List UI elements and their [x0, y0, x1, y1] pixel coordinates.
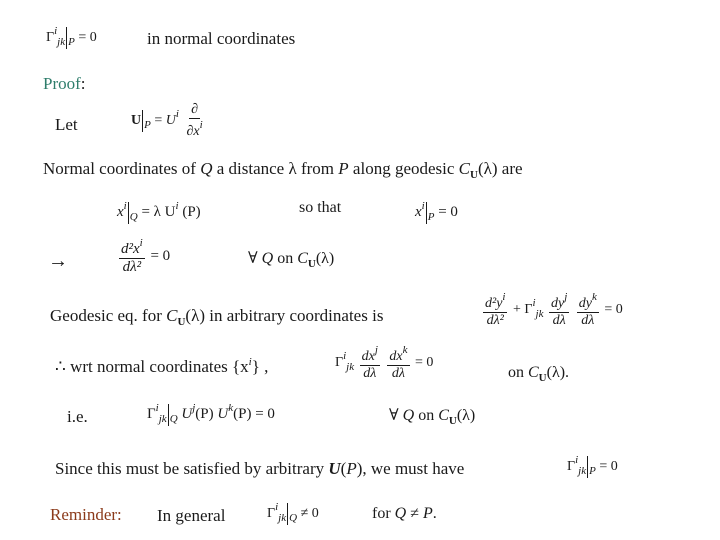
normal-coordinate-geodesic-equation: $\Gamma^i_{jk}$ $\frac{dx^j}{d\lambda}$ $\frac{dx^k}{d\lambda}$ = 0: [335, 344, 434, 381]
coordinate-zero-at-P: $x^i_P = 0$: [415, 200, 458, 223]
wrt-normal-coordinates-text: ∴ wrt normal coordinates $\{x^i\}$ ,: [55, 356, 269, 376]
christoffel-nonzero-at-Q: $\Gamma^i_{jk}$ $_Q$ ≠ 0: [267, 501, 319, 524]
in-general-text: In general: [157, 506, 226, 525]
forall-Q-condition-1: ∀ Q on $C_U(\lambda)$: [248, 250, 335, 270]
reminder-label: Reminder:: [50, 505, 122, 524]
so-that-text: so that: [299, 199, 342, 216]
christoffel-zero-at-P: $\Gamma^i_{jk}$ $_P$ = 0: [567, 454, 618, 477]
christoffel-contraction-equation: $\Gamma^i_{jk}$ $_Q$ $U^j(P) U^k(P) = 0$: [147, 402, 275, 425]
implies-arrow: →: [48, 250, 68, 272]
for-Q-neq-P-text: for Q ≠ P.: [372, 505, 437, 522]
normal-coordinates-line: Normal coordinates of Q a distance λ from P along geodesic $C_U(\lambda)$ are: [43, 159, 523, 181]
normal-coordinates-caption: in normal coordinates: [147, 29, 296, 48]
forall-Q-condition-2: ∀ Q on $C_U(\lambda)$: [389, 407, 476, 427]
geodesic-equation: $\frac{d^2y^i}{\text{dλ²}}$ + $\Gamma^i_{jk}$ $\frac{dy^j}{d\lambda}$ $\frac{dy^k}{d\lambda}$ = 0: [485, 291, 623, 328]
normal-coordinate-definition: $x^i_Q = \lambda$ $U^i$ (P): [117, 200, 201, 223]
geodesic-equation-text: Geodesic eq. for $C_U(\lambda)$ in arbitrary coordinates is: [50, 306, 384, 328]
ie-label: i.e.: [67, 407, 88, 426]
proof-heading: Proof:: [43, 74, 86, 93]
on-curve-text: on $C_U(\lambda)$.: [508, 364, 570, 384]
since-text: Since this must be satisfied by arbitrary U(P), we must have: [55, 459, 465, 478]
second-derivative-equation: $\frac{d^2x^i}{\text{dλ²}}$ = 0: [121, 237, 171, 275]
tangent-vector-equation: U $_P = U^i$ $\frac{\partial}{\partial x^i}$: [131, 102, 203, 139]
let-text: Let: [55, 115, 78, 134]
gamma-at-P-equation: $\Gamma^i_{jk}$ $_P$ = 0: [46, 25, 97, 48]
